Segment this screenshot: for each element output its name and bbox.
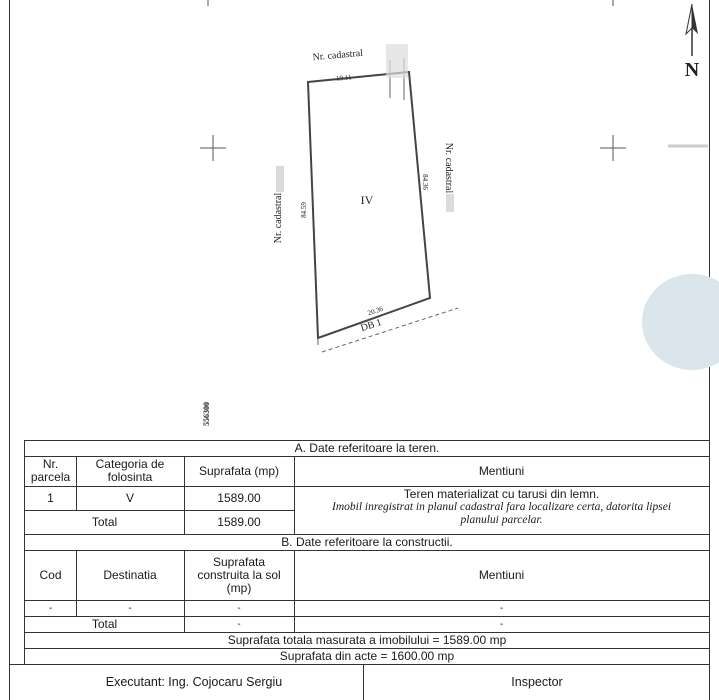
mentiuni-note-3: planului parcelar. [460,514,543,526]
section-a-total-value: 1589.00 [184,510,295,535]
row-nr: 1 [24,486,77,511]
header-nr-parcela: Nr. parcela [24,456,77,487]
top-length-label: 19.11 [335,73,352,83]
bottom-neighbor-label: DB 1 [359,317,384,335]
header-suprafata-construita: Suprafata construita la sol (mp) [184,550,295,601]
grid-crosses [200,0,626,161]
header-destinatia: Destinatia [76,550,185,601]
left-length-label: 84.59 [300,202,308,218]
section-a-total-label: Total [24,510,185,535]
row-categoria: V [76,486,185,511]
coord-label: 556300 [202,402,211,426]
parcel-label: IV [360,193,374,207]
north-arrow-icon [686,4,698,56]
header-cod: Cod [24,550,77,601]
redacted-mark [386,44,408,78]
right-length-label: 84.36 [421,174,429,190]
b-row-mentiuni: - [294,600,710,617]
section-b-total-label: Total [24,616,185,633]
b-row-cod: - [24,600,77,617]
mentiuni-note-2: Imobil inregistrat in planul cadastral fara localizare certa, datorita lipsei [331,501,672,513]
redacted-mark [446,194,454,212]
section-a-title: A. Date referitoare la teren. [24,440,710,457]
header-mentiuni: Mentiuni [294,456,710,487]
header-categoria: Categoria de folosinta [76,456,185,487]
header-mentiuni-b: Mentiuni [294,550,710,601]
summary-acts: Suprafata din acte = 1600.00 mp [24,648,710,665]
redacted-mark [276,166,284,192]
section-b-total-value: - [184,616,295,633]
mentiuni-note-1: Teren materializat cu tarusi din lemn. [403,487,600,501]
top-neighbor-label: Nr. cadastral [312,47,364,64]
section-b-title: B. Date referitoare la constructii. [24,534,710,551]
inspector-label: Inspector [511,675,563,689]
north-label: N [684,59,700,81]
b-row-destinatia: - [76,600,185,617]
row-suprafata: 1589.00 [184,486,295,511]
left-neighbor-label: Nr. cadastral [273,192,284,244]
row-mentiuni [294,486,710,535]
right-neighbor-label: Nr. cadastral [443,142,454,194]
section-b-total-mentiuni: - [294,616,710,633]
header-suprafata: Suprafata (mp) [184,456,295,487]
b-row-suprafata: - [184,600,295,617]
executant-label: Executant: Ing. Cojocaru Sergiu [105,675,283,689]
bottom-length-label: 20.36 [366,304,385,318]
summary-measured: Suprafata totala masurata a imobilului = 1589.00 mp [24,632,710,649]
